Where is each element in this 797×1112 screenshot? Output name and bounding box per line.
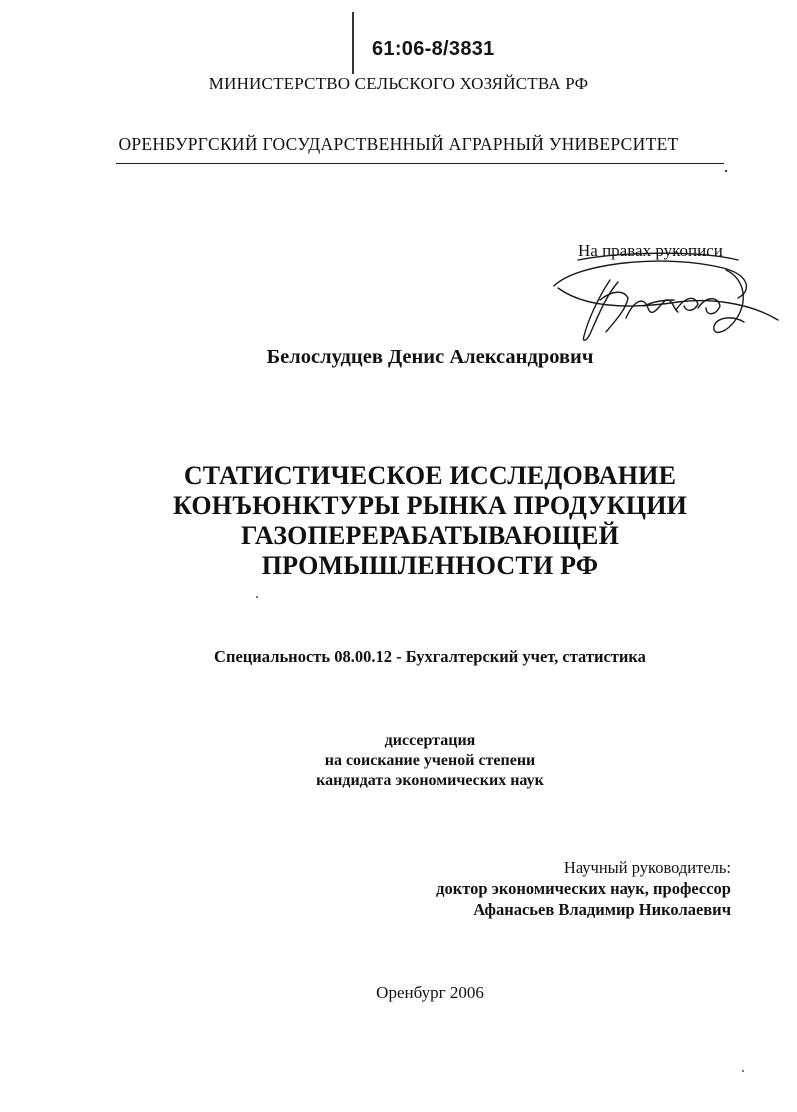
title-line: СТАТИСТИЧЕСКОЕ ИССЛЕДОВАНИЕ: [183, 461, 677, 490]
title-line: ПРОМЫШЛЕННОСТИ РФ: [261, 551, 599, 580]
supervisor-label: Научный руководитель:: [563, 858, 731, 877]
scan-speck: [742, 1070, 744, 1072]
dissertation-title: [0, 461, 797, 581]
stamp-bar: [352, 12, 354, 74]
manuscript-rights-note: На правах рукописи: [578, 241, 723, 260]
author-name: Белослудцев Денис Александрович: [266, 346, 594, 368]
dissertation-type: [0, 731, 797, 791]
title-line: ГАЗОПЕРЕРАБАТЫВАЮЩЕЙ: [241, 521, 619, 550]
place-year: Оренбург 2006: [376, 983, 484, 1002]
degree-name: кандидата экономических наук: [316, 772, 544, 789]
archive-code: 61:06-8/3831: [372, 38, 495, 60]
title-line: КОНЪЮНКТУРЫ РЫНКА ПРОДУКЦИИ: [172, 491, 688, 520]
university-heading: ОРЕНБУРГСКИЙ ГОСУДАРСТВЕННЫЙ АГРАРНЫЙ УНИВЕРСИТЕТ: [118, 134, 679, 154]
handwritten-signature: [548, 250, 788, 350]
supervisor-name: Афанасьев Владимир Николаевич: [473, 900, 731, 919]
specialty-line: Специальность 08.00.12 - Бухгалтерский учет, статистика: [214, 647, 646, 666]
dissertation-label: диссертация: [384, 732, 476, 749]
degree-purpose: на соискание ученой степени: [324, 752, 536, 769]
scan-speck: [256, 596, 258, 598]
ministry-heading: МИНИСТЕРСТВО СЕЛЬСКОГО ХОЗЯЙСТВА РФ: [208, 74, 589, 93]
scan-speck: [725, 170, 727, 172]
supervisor-block: [436, 857, 731, 920]
supervisor-degree: доктор экономических наук, профессор: [436, 879, 731, 898]
header-divider: [116, 163, 724, 164]
